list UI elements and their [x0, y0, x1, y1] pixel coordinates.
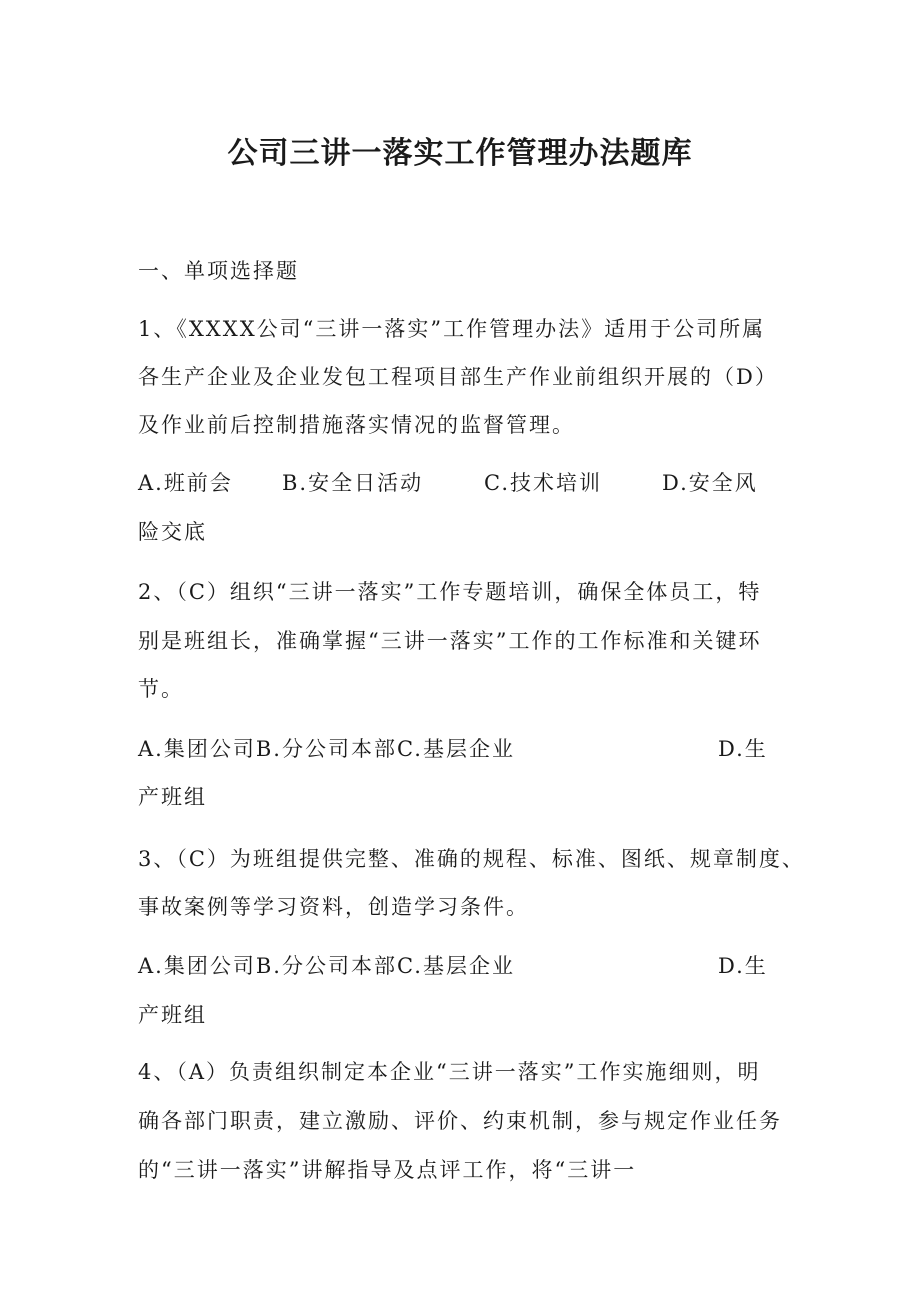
page-title: 公司三讲一落实工作管理办法题库	[227, 136, 693, 171]
question-text-line: 各生产企业及企业发包工程项目部生产作业前组织开展的（D）	[138, 365, 778, 389]
question-text-line: 3、（C）为班组提供完整、准确的规程、标准、图纸、规章制度、	[138, 847, 805, 871]
option-a: A.班前会	[138, 471, 233, 495]
question-text-line: 2、（C）组织“三讲一落实”工作专题培训，确保全体员工，特	[138, 580, 762, 604]
option-wrap-line: 产班组	[138, 785, 207, 809]
question-text-line: 事故案例等学习资料，创造学习条件。	[138, 895, 529, 919]
question-text-line: 确各部门职责，建立激励、评价、约束机制，参与规定作业任务	[138, 1109, 782, 1133]
option-d: D.安全风	[662, 471, 758, 495]
option-d: D.生	[718, 954, 768, 978]
question-text-line: 4、（A）负责组织制定本企业“三讲一落实”工作实施细则，明	[138, 1060, 761, 1084]
question-text-line: 及作业前后控制措施落实情况的监督管理。	[138, 413, 575, 437]
question-text-line: 的“三讲一落实”讲解指导及点评工作，将“三讲一	[138, 1158, 637, 1182]
option-wrap-line: 险交底	[138, 520, 207, 544]
options-abc: A.集团公司B.分公司本部C.基层企业	[138, 737, 515, 761]
question-text-line: 节。	[138, 677, 184, 701]
option-c: C.技术培训	[484, 471, 602, 495]
question-text-line: 别是班组长，准确掌握“三讲一落实”工作的工作标准和关键环	[138, 629, 762, 653]
section-heading: 一、单项选择题	[138, 259, 299, 283]
option-d: D.生	[718, 737, 768, 761]
option-wrap-line: 产班组	[138, 1003, 207, 1027]
question-text-line: 1、《XXXX公司“三讲一落实”工作管理办法》适用于公司所属	[138, 317, 766, 341]
option-b: B.安全日活动	[282, 471, 424, 495]
options-abc: A.集团公司B.分公司本部C.基层企业	[138, 954, 515, 978]
